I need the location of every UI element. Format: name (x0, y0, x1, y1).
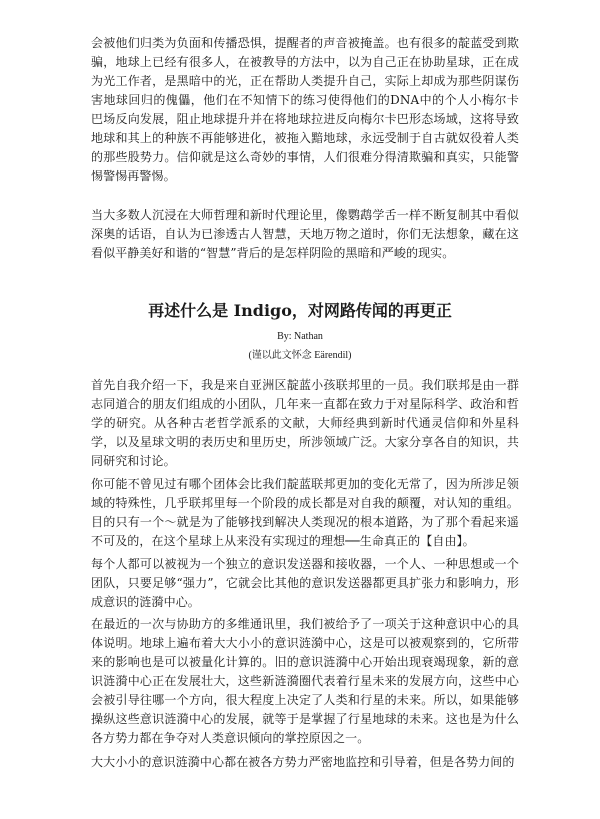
body-paragraph-2: 你可能不曾见过有哪个团体会比我们靛蓝联邦更加的变化无常了，因为所涉足领域的特殊性，几乎联邦里每一个阶段的成长都是对自我的颠覆，对认知的重组。目的只有一个～就是为了能够找到解决人类现况的根本道路，为了那个看起来遥不可及的，在这个星球上从来没有实现过的理想──生命真正的【自由】。 (91, 477, 519, 548)
article-author: By: Nathan (277, 331, 323, 342)
article-title: 再述什么是 Indigo，对网路传闻的再更正 (148, 301, 452, 320)
intro-paragraph-2: 当大多数人沉浸在大师哲理和新时代理论里，像鹦鹉学舌一样不断复制其中看似深奥的话语，自认为已渗透古人智慧，天地万物之道时，你们无法想象，藏在这看似平静美好和谐的“智慧”背后的是怎样阴险的黑暗和严峻的现实。 (91, 208, 519, 260)
intro-paragraph-1: 会被他们归类为负面和传播恐惧，提醒者的声音被掩盖。也有很多的靛蓝受到欺骗，地球上已经有很多人，在被教导的方法中，以为自己正在协助星球，正在成为光工作者，是黑暗中的光，正在帮助人类提升自己，实际上却成为那些阴谋伤害地球回归的傀儡，他们在不知情下的练习使得他们的DNA中的个人小梅尔卡巴场反向发展，阻止地球提升并在将地球拉进反向梅尔卡巴形态场域，这将导致地球和其上的种族不再能够进化，被拖入黯地球，永远受制于自古就奴役着人类的那些股势力。信仰就是这么奇妙的事情，人们很难分得清欺骗和真实，只能警惕警惕再警惕。 (91, 36, 519, 183)
article-dedication: (谨以此文怀念 Eärendil) (248, 350, 352, 361)
body-paragraph-5: 大大小小的意识涟漪中心都在被各方势力严密地监控和引导着，但是各势力间的 (91, 755, 515, 769)
body-paragraph-3: 每个人都可以被视为一个独立的意识发送器和接收器，一个人、一种思想或一个团队，只要足够“强力”，它就会比其他的意识发送器都更具扩张力和影响力，形成意识的涟漪中心。 (91, 557, 519, 609)
body-paragraph-1: 首先自我介绍一下，我是来自亚洲区靛蓝小孩联邦里的一员。我们联邦是由一群志同道合的朋友们组成的小团队，几年来一直都在致力于对星际科学、政治和哲学的研究。从各种古老哲学派系的文献，大师经典到新时代通灵信仰和外星科学，以及星球文明的表历史和里历史，所涉领域广泛。大家分享各自的知识，共同研究和讨论。 (91, 378, 519, 468)
body-paragraph-4: 在最近的一次与协助方的多维通讯里，我们被给予了一项关于这种意识中心的具体说明。地球上遍布着大大小小的意识涟漪中心，这是可以被观察到的，它所带来的影响也是可以被量化计算的。旧的意识涟漪中心开始出现衰竭现象，新的意识涟漪中心正在发展壮大，这些新涟漪圈代表着行星未来的发展方向，这些中心会被引导往哪一个方向，很大程度上决定了人类和行星的未来。所以，如果能够操纵这些意识涟漪中心的发展，就等于是掌握了行星地球的未来。这也是为什么各方势力都在争夺对人类意识倾向的掌控原因之一。 (91, 617, 519, 745)
